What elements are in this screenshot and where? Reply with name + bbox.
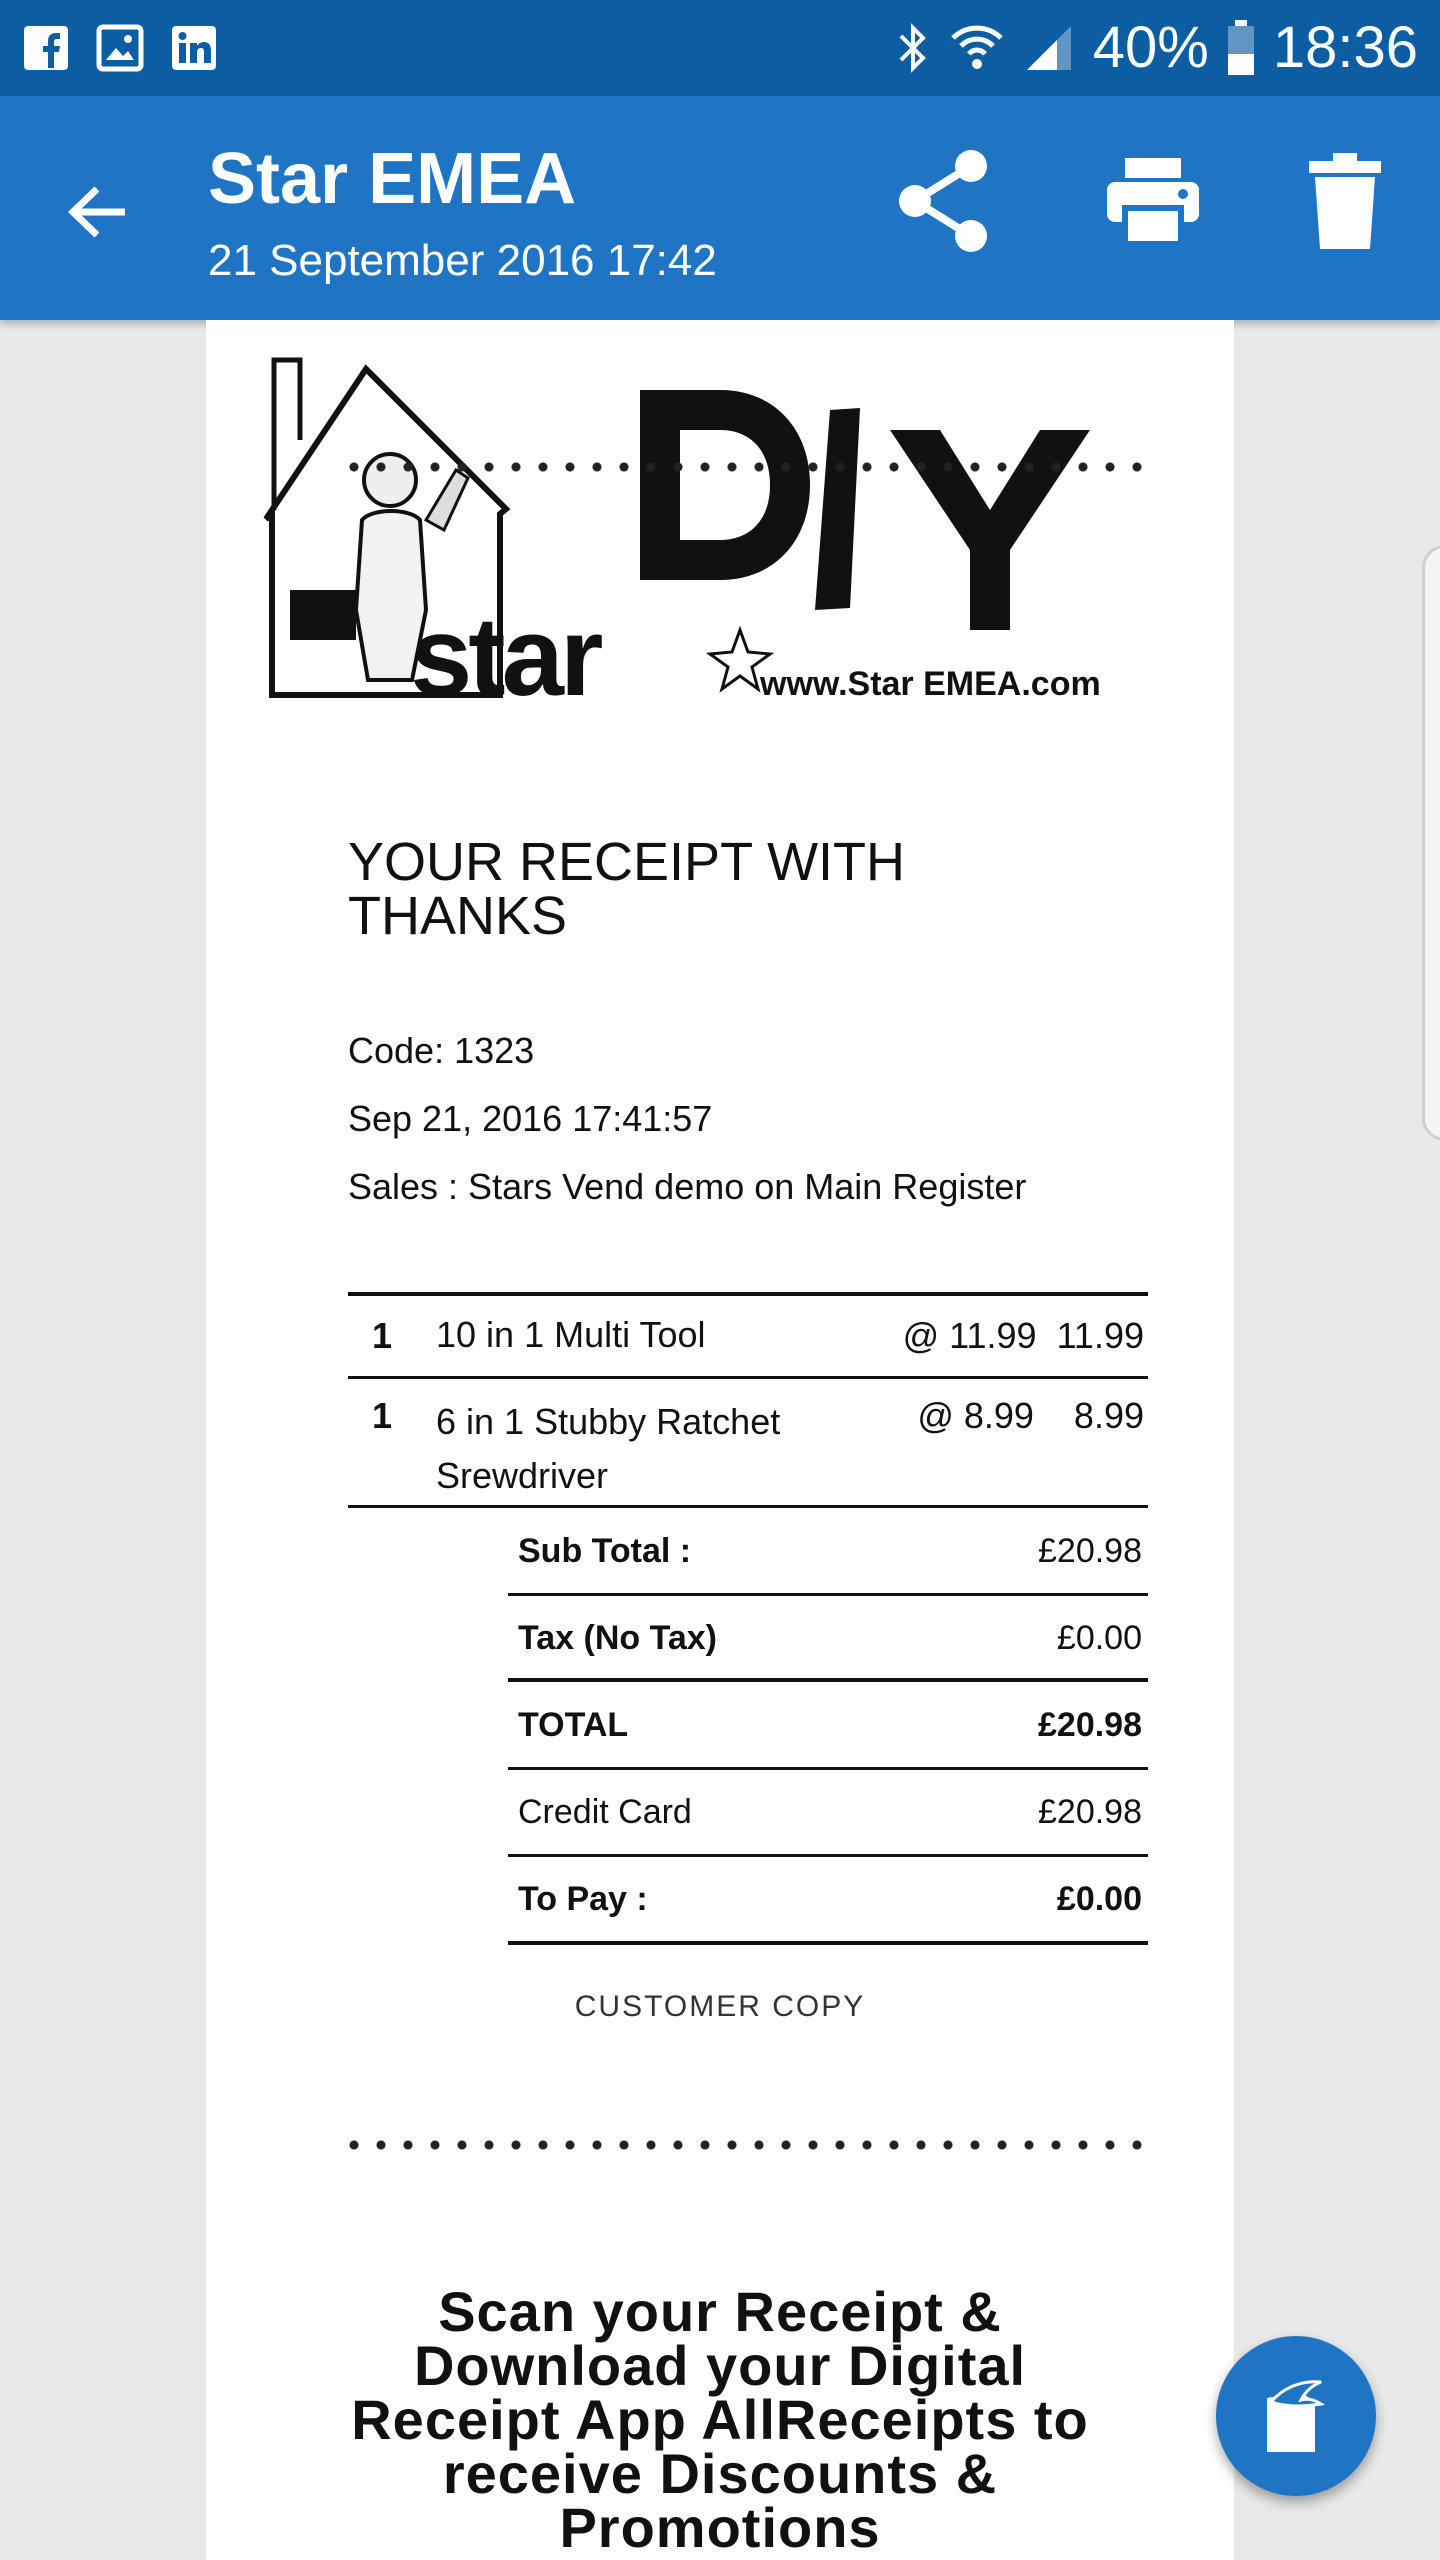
page-title: Star EMEA: [208, 139, 577, 219]
receipt-bird-icon: [1261, 2378, 1331, 2454]
item-description: 6 in 1 Stubby Ratchet Srewdriver: [436, 1401, 781, 1496]
total-value: £20.98: [1038, 1793, 1142, 1831]
total-value: £20.98: [1038, 1532, 1142, 1570]
share-icon: [893, 146, 993, 256]
total-value: £0.00: [1056, 1880, 1142, 1918]
items-top-rule: [348, 1292, 1148, 1296]
total-row-to-pay: [508, 1858, 1148, 1942]
arrow-back-icon: [63, 177, 133, 247]
total-label: Credit Card: [518, 1793, 692, 1831]
item-qty: 1: [372, 1395, 393, 1436]
total-divider: [508, 1593, 1148, 1596]
logo-star-text: star: [410, 594, 600, 719]
total-label: TOTAL: [518, 1706, 629, 1744]
total-divider: [508, 1854, 1148, 1857]
receipt-code: Code: 1323: [348, 1030, 535, 1071]
total-row-tax: [508, 1597, 1148, 1681]
linkedin-icon: [170, 24, 218, 72]
clock: 18:36: [1272, 15, 1418, 80]
item-price: @ 8.99 8.99: [917, 1395, 1144, 1436]
dots-divider-top: [348, 460, 1148, 474]
total-label: Sub Total :: [518, 1532, 692, 1570]
page-subtitle: 21 September 2016 17:42: [208, 236, 717, 285]
total-value: £0.00: [1056, 1619, 1142, 1657]
app-bar: [0, 96, 1440, 320]
delete-icon: [1305, 151, 1385, 251]
receipt-sales: Sales : Stars Vend demo on Main Register: [348, 1166, 1027, 1207]
receipt-datetime: Sep 21, 2016 17:41:57: [348, 1098, 713, 1139]
add-receipt-fab[interactable]: [1216, 2336, 1376, 2496]
item-price: @ 11.99 11.99: [902, 1315, 1144, 1356]
battery-percent: 40%: [1092, 15, 1209, 80]
dots-divider-bottom: [348, 2138, 1148, 2152]
customer-copy-label: CUSTOMER COPY: [574, 1990, 866, 2023]
facebook-icon: [22, 24, 70, 72]
share-button[interactable]: [888, 146, 998, 256]
delete-button[interactable]: [1290, 146, 1400, 256]
total-divider: [508, 1941, 1148, 1945]
print-icon: [1103, 156, 1203, 246]
total-label: Tax (No Tax): [518, 1619, 717, 1657]
receipt-heading: YOUR RECEIPT WITH THANKS: [348, 832, 906, 946]
wifi-icon: [949, 22, 1005, 74]
total-divider: [508, 1767, 1148, 1770]
bluetooth-icon: [895, 22, 931, 74]
diy-star-logo: [250, 340, 1230, 720]
edge-panel-handle[interactable]: [1422, 545, 1440, 1141]
total-row-credit-card: [508, 1771, 1148, 1855]
logo-url: www.Star EMEA.com: [760, 665, 1101, 703]
gallery-icon: [96, 24, 144, 72]
battery-icon: [1227, 20, 1255, 76]
back-button[interactable]: [52, 166, 144, 258]
total-label: To Pay :: [518, 1880, 648, 1918]
item-divider: [348, 1505, 1148, 1508]
total-divider: [508, 1678, 1148, 1682]
total-value: £20.98: [1038, 1706, 1142, 1744]
total-row-total: [508, 1684, 1148, 1768]
item-divider: [348, 1376, 1148, 1379]
receipt-paper: [206, 320, 1234, 2560]
print-button[interactable]: [1098, 146, 1208, 256]
status-bar: [0, 0, 1440, 96]
signal-icon: [1023, 22, 1075, 74]
item-description: 10 in 1 Multi Tool: [436, 1314, 706, 1355]
total-row-subtotal: [508, 1510, 1148, 1594]
promo-text: Scan your Receipt & Download your Digital Receipt App AllReceipts to receive Discounts & Promotions: [351, 2280, 1089, 2559]
item-qty: 1: [372, 1315, 393, 1356]
